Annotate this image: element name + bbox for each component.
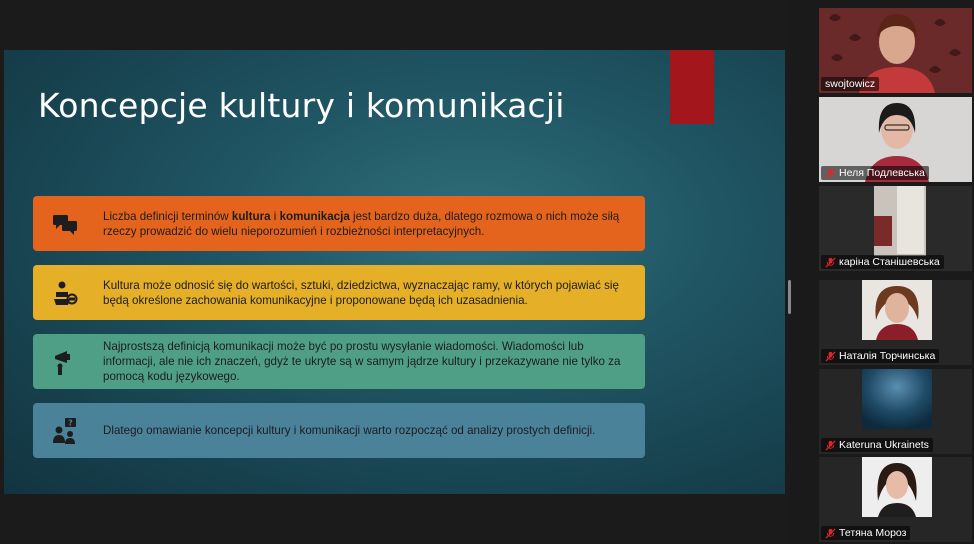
slide-accent-bar — [670, 50, 714, 124]
participant-tile[interactable] — [819, 8, 972, 93]
people-question-icon — [51, 417, 79, 445]
participant-tile[interactable] — [819, 97, 972, 182]
culture-people-icon — [51, 279, 79, 307]
panel-resize-handle[interactable] — [788, 280, 791, 314]
chat-bubbles-icon — [51, 210, 79, 238]
mic-muted-icon — [825, 257, 836, 268]
participant-name-label: каріна Станішевська — [821, 255, 944, 269]
slide-point-3 — [33, 334, 645, 389]
svg-text:?: ? — [68, 418, 73, 427]
slide-title: Koncepcje kultury i komunikacji — [38, 86, 565, 125]
participant-name-label: Тетяна Мороз — [821, 526, 910, 540]
participant-name-label: Kateruna Ukrainets — [821, 438, 933, 452]
mic-muted-icon — [825, 440, 836, 451]
mic-muted-icon — [825, 168, 836, 179]
participant-tile[interactable] — [819, 186, 972, 271]
participant-name-label: Наталія Торчинська — [821, 349, 939, 363]
participant-name-label: swojtowicz — [821, 77, 879, 91]
slide-point-4-text: Dlatego omawianie koncepcji kultury i komunikacji warto rozpocząć od analizy prostych definicji. — [103, 424, 596, 437]
participant-avatar — [862, 369, 932, 429]
slide-point-2 — [33, 265, 645, 320]
participant-name-label: Неля Подлевська — [821, 166, 929, 180]
mic-muted-icon — [825, 528, 836, 539]
participant-avatar — [862, 457, 932, 517]
slide-point-1 — [33, 196, 645, 251]
presentation-slide — [4, 50, 785, 494]
participants-panel — [792, 0, 974, 544]
participant-tile[interactable] — [819, 369, 972, 454]
mic-muted-icon — [825, 351, 836, 362]
participant-avatar — [862, 280, 932, 340]
slide-point-4 — [33, 403, 645, 458]
participant-tile[interactable] — [819, 280, 972, 365]
slide-point-3-text: Najprostszą definicją komunikacji może być po prostu wysyłanie wiadomości. Wiadomości lub informacji, ale nie ich znaczeń, gdyż te ukryte są w samym jądrze kultury i przekazywane nie tylko za pomocą kodu językowego. — [103, 340, 621, 383]
slide-point-1-text: Liczba definicji terminów kultura i komunikacja jest bardzo duża, dlatego rozmowa o nich może siłą rzeczy prowadzić do wielu nieporozumień i rozbieżności interpretacyjnych. — [103, 209, 620, 238]
participant-tile[interactable] — [819, 457, 972, 542]
slide-point-2-text: Kultura może odnosić się do wartości, sztuki, dziedzictwa, wyznaczając ramy, w których pojawiać się będą określone zachowania komunikacyjne i proponowane będą ich uzasadnienia. — [103, 278, 619, 307]
megaphone-person-icon — [51, 348, 79, 376]
